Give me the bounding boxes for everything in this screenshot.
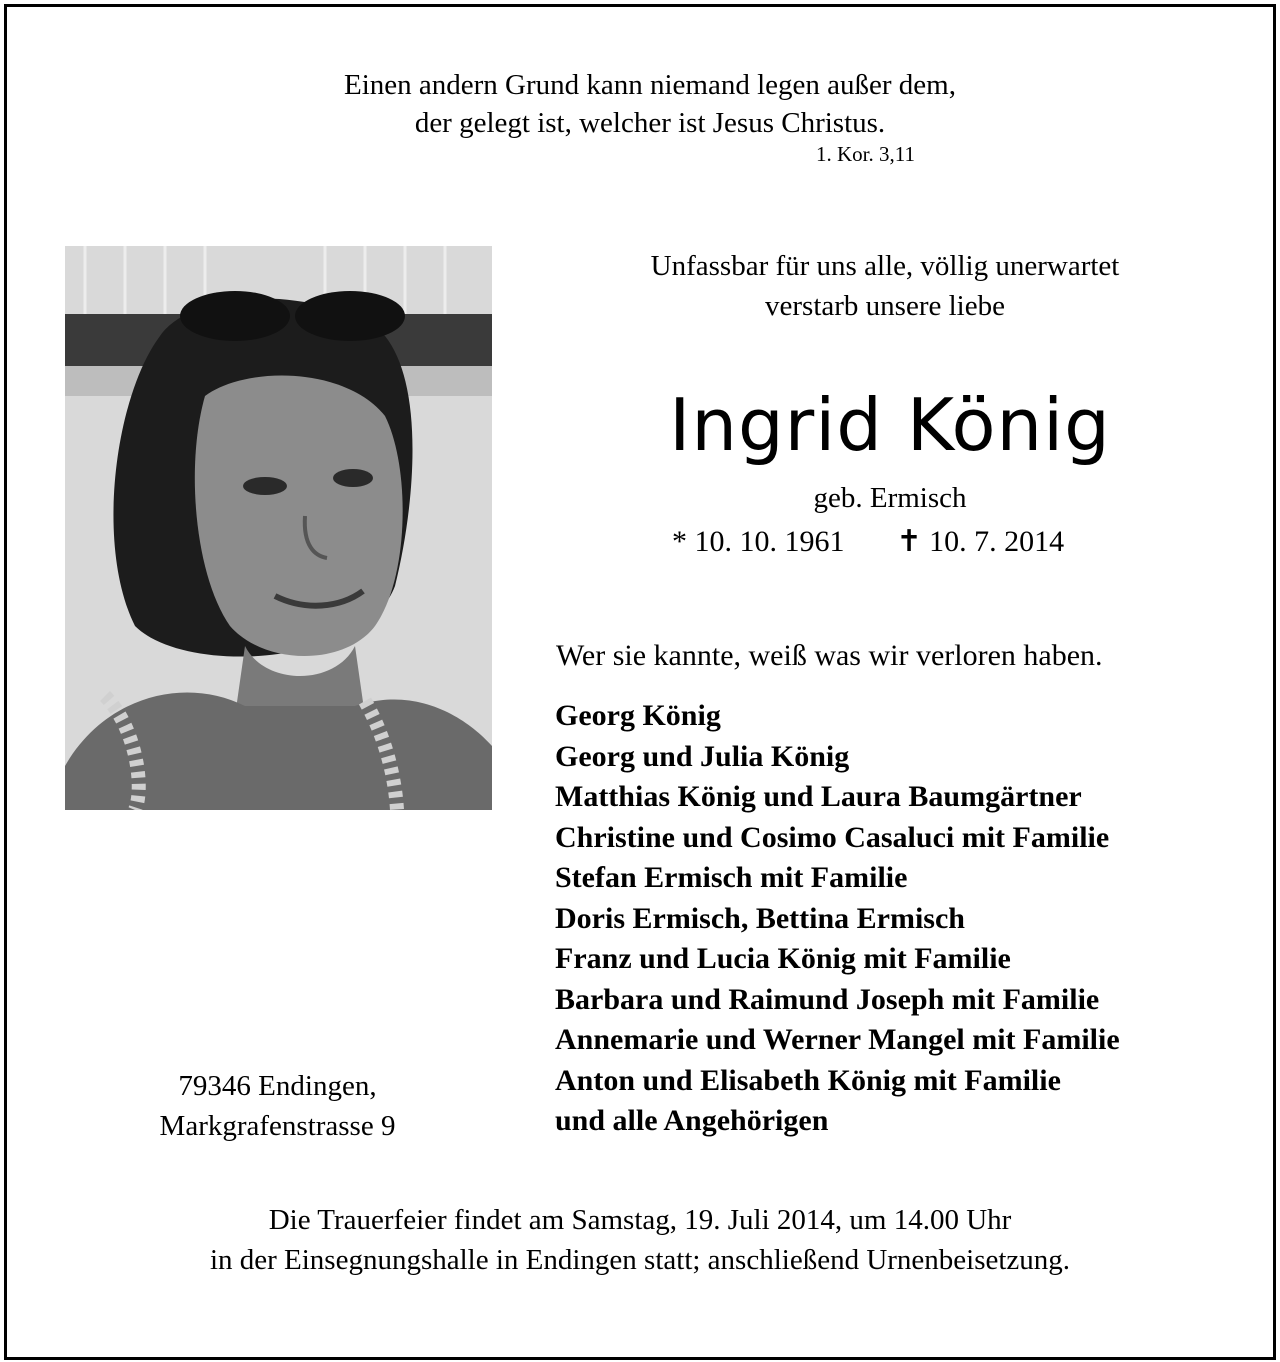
address-line-1: 79346 Endingen,	[178, 1070, 377, 1102]
deceased-name: Ingrid König	[669, 383, 1111, 467]
mourner-item: Franz und Lucia König mit Familie	[555, 942, 1011, 975]
memorial-quote: Wer sie kannte, weiß was wir verloren haben.	[556, 639, 1103, 672]
mourner-item: Barbara und Raimund Joseph mit Familie	[555, 982, 1100, 1016]
mourner-item: Georg und Julia König	[555, 739, 850, 773]
intro-line-2: verstarb unsere liebe	[765, 290, 1005, 322]
address-line-2: Markgrafenstrasse 9	[159, 1110, 396, 1142]
family-address	[110, 1066, 445, 1146]
death-date: ✝ 10. 7. 2014	[896, 525, 1065, 558]
funeral-line-2: in der Einsegnungshalle in Endingen statt; anschließend Urnenbeisetzung.	[209, 1244, 1071, 1276]
mourner-item: Christine und Cosimo Casaluci mit Familie	[555, 820, 1110, 854]
birth-name: geb. Ermisch	[813, 482, 967, 514]
mourner-item: Annemarie und Werner Mangel mit Familie	[555, 1023, 1120, 1056]
mourner-item: und alle Angehörigen	[555, 1104, 829, 1137]
life-dates	[672, 524, 1064, 559]
intro-text	[560, 246, 1210, 326]
mourner-item: Stefan Ermisch mit Familie	[555, 861, 908, 894]
portrait-illustration	[65, 246, 492, 810]
mourner-item: Georg König	[555, 699, 721, 732]
intro-line-1: Unfassbar für uns alle, völlig unerwartet	[650, 250, 1120, 282]
mourner-item: Matthias König und Laura Baumgärtner	[555, 780, 1082, 813]
verse-reference: 1. Kor. 3,11	[816, 142, 915, 166]
mourner-item: Doris Ermisch, Bettina Ermisch	[555, 901, 965, 935]
verse-line-2: der gelegt ist, welcher ist Jesus Christus.	[414, 107, 886, 139]
funeral-line-1: Die Trauerfeier findet am Samstag, 19. Juli 2014, um 14.00 Uhr	[268, 1204, 1012, 1236]
mourners-list	[555, 696, 1120, 1142]
funeral-notice	[0, 1200, 1280, 1280]
mourner-item: Anton und Elisabeth König mit Familie	[555, 1063, 1061, 1097]
portrait-photo	[65, 246, 492, 810]
verse-line-1: Einen andern Grund kann niemand legen außer dem,	[343, 69, 956, 101]
birth-date: * 10. 10. 1961	[672, 525, 845, 558]
bible-verse	[0, 66, 1280, 142]
